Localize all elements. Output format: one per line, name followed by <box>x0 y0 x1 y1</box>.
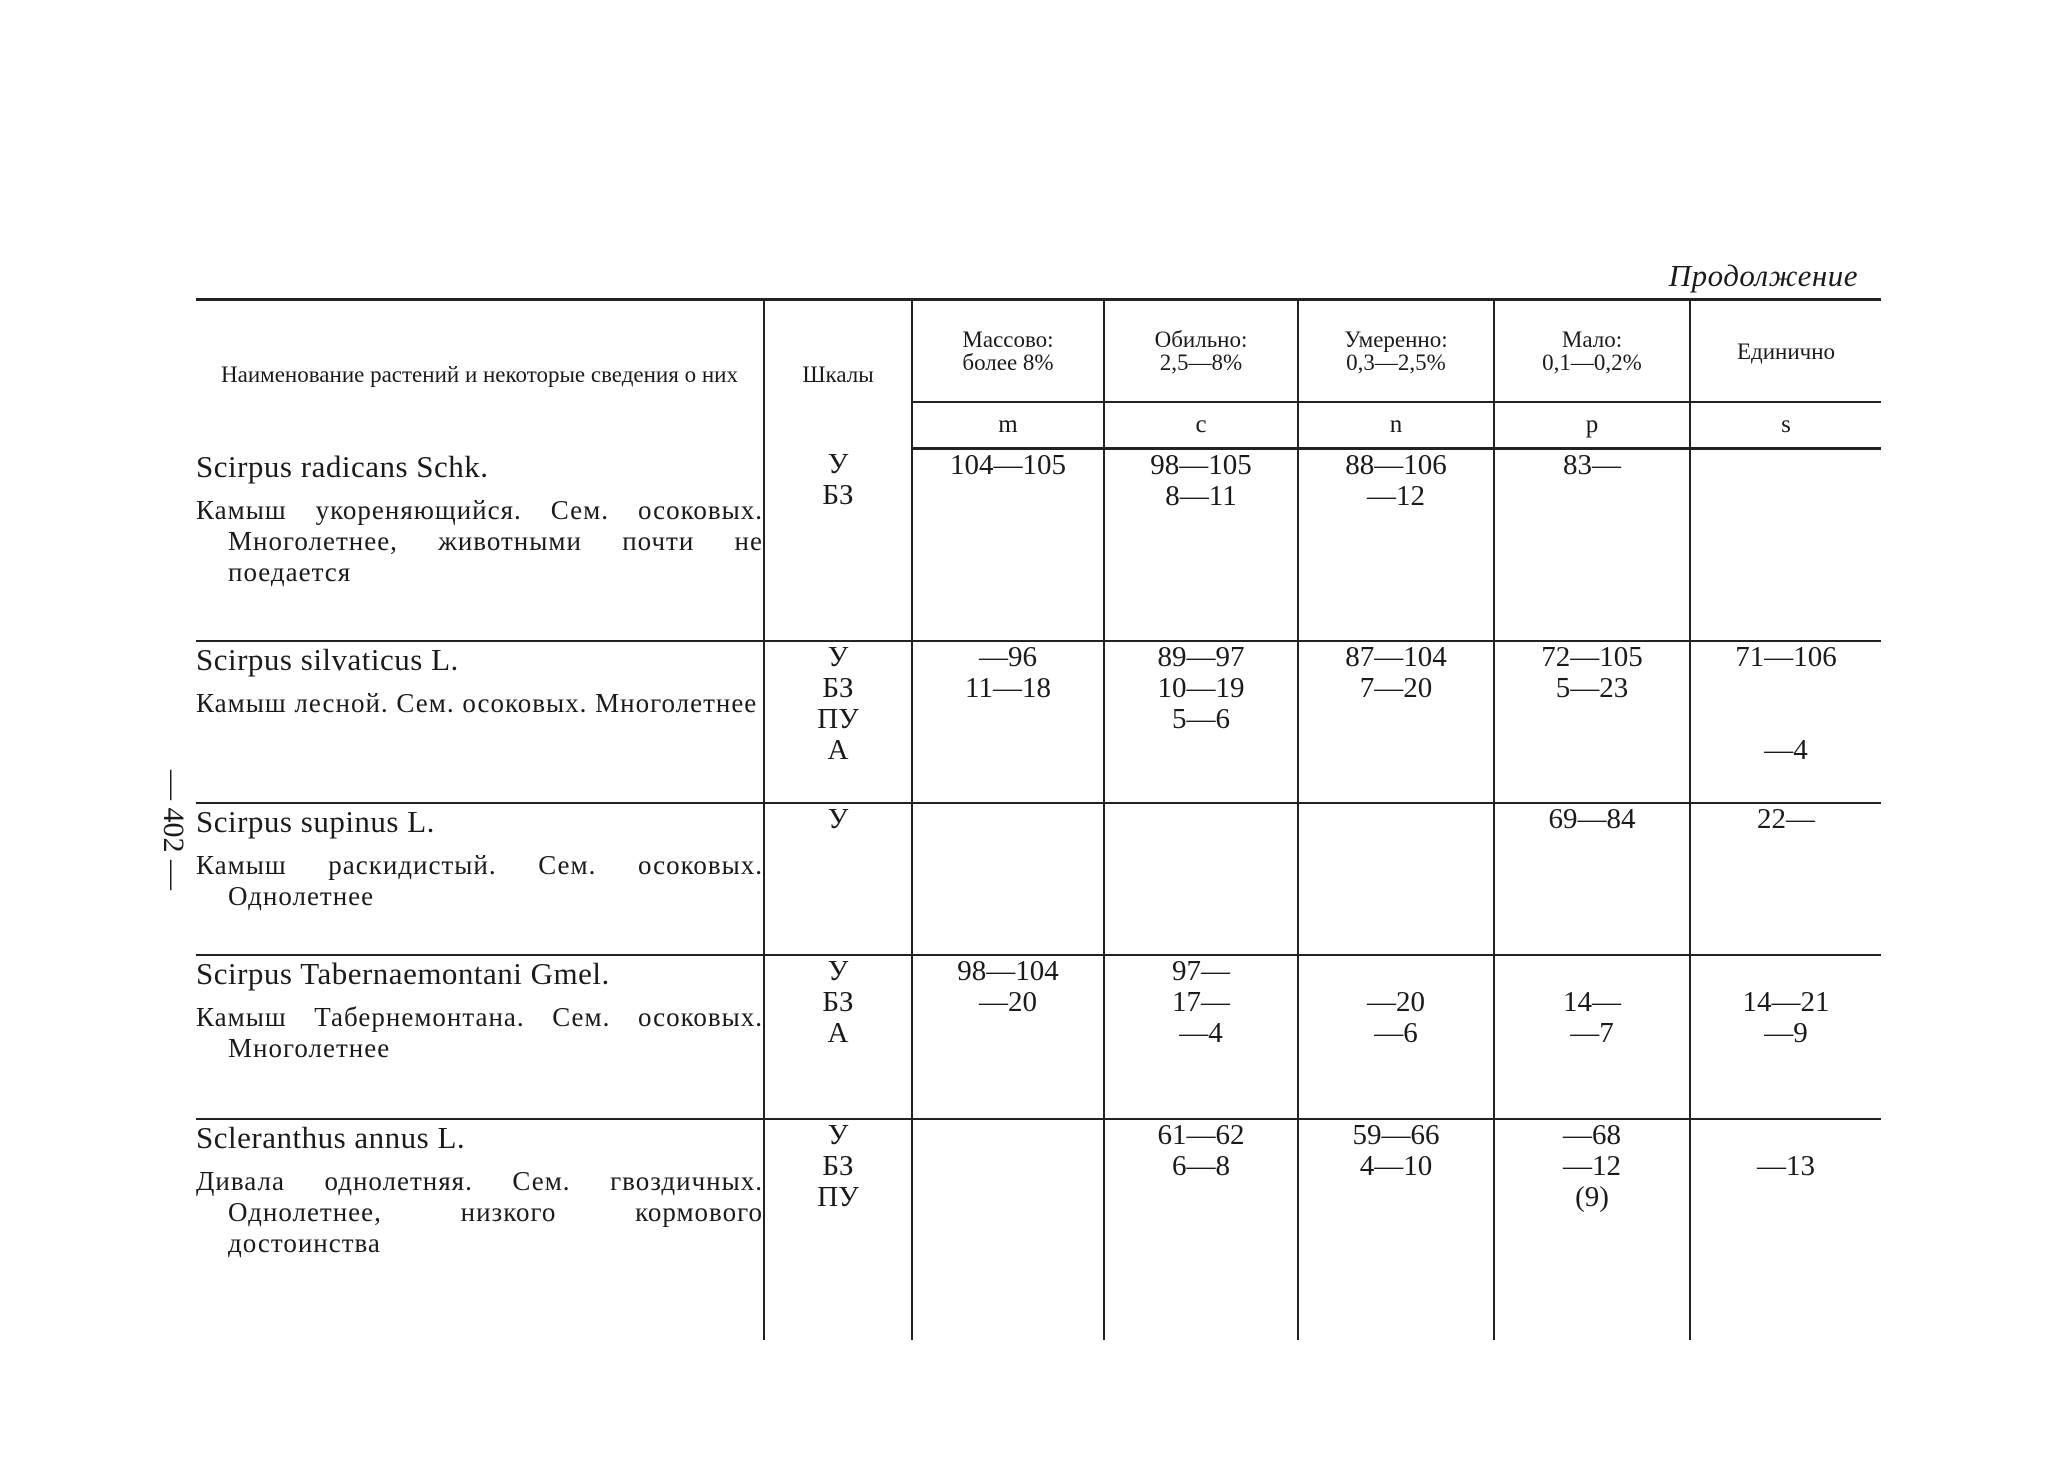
value-line: —9 <box>1764 1017 1808 1049</box>
value-line: 14—21 <box>1742 986 1830 1018</box>
value-line: 71—106 <box>1735 641 1837 673</box>
scales-cell <box>764 1119 912 1340</box>
plant-latin-name: Scirpus supinus L. <box>196 804 435 839</box>
header-code-n: n <box>1298 402 1494 449</box>
header-code-m: m <box>912 402 1104 449</box>
value-line: 61—62 <box>1157 1119 1245 1151</box>
value-line: 5—6 <box>1172 703 1230 735</box>
value-line <box>1105 804 1297 835</box>
plant-name-cell <box>196 449 764 642</box>
header-name: Наименование растений и некоторые сведения о них <box>196 300 764 449</box>
value-cell-n <box>1298 641 1494 803</box>
value-line: —68 <box>1563 1119 1621 1151</box>
header-code-p: p <box>1494 402 1690 449</box>
value-line: 14— <box>1563 986 1621 1018</box>
value-cell-n <box>1298 1119 1494 1340</box>
value-cell-n <box>1298 449 1494 642</box>
value-line: 69—84 <box>1548 803 1636 835</box>
header-code-c: c <box>1104 402 1298 449</box>
header-col-n: Умеренно: 0,3—2,5% <box>1298 300 1494 403</box>
value-line: —12 <box>1563 1150 1621 1182</box>
value-line <box>913 1182 1103 1213</box>
value-line <box>913 704 1103 735</box>
scale-label: БЗ <box>822 478 854 511</box>
header-col-m: Массово: более 8% <box>912 300 1104 403</box>
scale-label: ПУ <box>817 703 859 735</box>
table-row <box>196 1119 1881 1340</box>
value-cell-m <box>912 955 1104 1119</box>
value-line <box>913 804 1103 835</box>
value-line: 22— <box>1757 803 1815 835</box>
value-line: 8—11 <box>1165 480 1237 512</box>
value-line: 87—104 <box>1345 641 1447 673</box>
value-line: 17— <box>1172 986 1230 1018</box>
plant-latin-name: Scirpus silvaticus L. <box>196 642 459 677</box>
header-code-s: s <box>1690 402 1881 449</box>
scale-label: БЗ <box>822 1150 854 1182</box>
value-cell-c <box>1104 641 1298 803</box>
plant-description: Камыш укореняющийся. Сем. осоковых. Многолетнее, животными почти не поедается <box>196 494 763 587</box>
value-line <box>913 481 1103 512</box>
header-col-c: Обильно: 2,5—8% <box>1104 300 1298 403</box>
value-line: 98—105 <box>1150 449 1252 481</box>
plant-name-cell <box>196 803 764 955</box>
value-line <box>913 1120 1103 1151</box>
value-line: —20 <box>979 986 1037 1018</box>
value-line: (9) <box>1575 1181 1609 1213</box>
scale-label: У <box>827 955 849 987</box>
value-line <box>1105 1182 1297 1213</box>
value-cell-c <box>1104 1119 1298 1340</box>
value-cell-n <box>1298 803 1494 955</box>
value-line <box>1495 704 1689 735</box>
value-line: 83— <box>1563 449 1621 481</box>
scale-label: У <box>827 447 849 480</box>
value-cell-c <box>1104 449 1298 642</box>
value-cell-n <box>1298 955 1494 1119</box>
scale-label: У <box>827 1119 849 1151</box>
value-line: —12 <box>1367 480 1425 512</box>
value-line <box>1691 1120 1881 1151</box>
value-cell-m <box>912 803 1104 955</box>
value-line: 88—106 <box>1345 449 1447 481</box>
value-line: 11—18 <box>965 672 1051 704</box>
value-line <box>1299 1182 1493 1213</box>
value-line <box>1105 735 1297 766</box>
scales-cell <box>764 449 912 642</box>
value-line <box>1495 735 1689 766</box>
value-cell-s <box>1690 449 1881 642</box>
value-line: —4 <box>1764 734 1808 766</box>
scales-cell <box>764 955 912 1119</box>
value-line: 6—8 <box>1172 1150 1230 1182</box>
value-cell-m <box>912 1119 1104 1340</box>
value-cell-p <box>1494 803 1690 955</box>
value-cell-s <box>1690 803 1881 955</box>
scale-label: У <box>827 641 849 673</box>
value-cell-p <box>1494 1119 1690 1340</box>
value-line: 10—19 <box>1157 672 1245 704</box>
header-col-p: Мало: 0,1—0,2% <box>1494 300 1690 403</box>
value-line: 4—10 <box>1359 1150 1433 1182</box>
scale-label: ПУ <box>817 1181 859 1213</box>
value-line <box>913 1018 1103 1049</box>
value-line <box>1691 956 1881 987</box>
scale-label: А <box>827 1017 849 1049</box>
value-line: —6 <box>1374 1017 1418 1049</box>
page-number: — 402 — <box>157 770 190 890</box>
plant-description: Камыш Табернемонтана. Сем. осоковых. Многолетнее <box>196 1002 763 1063</box>
continuation-label: Продолжение <box>1668 258 1858 293</box>
scales-cell <box>764 641 912 803</box>
plants-table <box>196 298 1881 1340</box>
plant-latin-name: Scirpus Tabernaemontani Gmel. <box>196 956 610 991</box>
value-line: 89—97 <box>1157 641 1245 673</box>
scale-label: У <box>827 803 849 835</box>
value-line <box>1495 481 1689 512</box>
scale-label: БЗ <box>822 672 854 704</box>
value-cell-p <box>1494 641 1690 803</box>
value-line <box>1691 673 1881 704</box>
table-row <box>196 449 1881 642</box>
value-line <box>913 735 1103 766</box>
value-line <box>1691 704 1881 735</box>
value-cell-p <box>1494 955 1690 1119</box>
scale-label: БЗ <box>822 986 854 1018</box>
value-line: —13 <box>1757 1150 1815 1182</box>
value-cell-s <box>1690 641 1881 803</box>
value-line: 97— <box>1172 955 1230 987</box>
value-line: 72—105 <box>1541 641 1643 673</box>
value-line: 104—105 <box>950 449 1066 481</box>
value-line <box>913 1151 1103 1182</box>
value-cell-c <box>1104 803 1298 955</box>
value-cell-m <box>912 449 1104 642</box>
value-line <box>1299 704 1493 735</box>
scale-label: А <box>827 734 849 766</box>
plant-latin-name: Scleranthus annus L. <box>196 1120 466 1155</box>
plant-name-cell <box>196 1119 764 1340</box>
value-line: —4 <box>1179 1017 1223 1049</box>
plant-name-cell <box>196 641 764 803</box>
value-line: —7 <box>1570 1017 1614 1049</box>
plant-description: Камыш раскидистый. Сем. осоковых. Однолетнее <box>196 850 763 911</box>
value-line <box>1691 450 1881 481</box>
header-col-s: Единично <box>1690 300 1881 403</box>
plant-latin-name: Scirpus radicans Schk. <box>196 448 489 484</box>
value-line <box>1299 804 1493 835</box>
value-line <box>1299 735 1493 766</box>
value-cell-p <box>1494 449 1690 642</box>
value-cell-m <box>912 641 1104 803</box>
table-row <box>196 641 1881 803</box>
plant-name-cell <box>196 955 764 1119</box>
value-cell-s <box>1690 1119 1881 1340</box>
scales-cell <box>764 803 912 955</box>
value-cell-c <box>1104 955 1298 1119</box>
value-line: —20 <box>1367 986 1425 1018</box>
table-row <box>196 955 1881 1119</box>
value-line <box>1691 1182 1881 1213</box>
value-line <box>1299 956 1493 987</box>
value-cell-s <box>1690 955 1881 1119</box>
plant-description: Камыш лесной. Сем. осоковых. Многолетнее <box>196 688 758 718</box>
value-line: 59—66 <box>1352 1119 1440 1151</box>
table-row <box>196 803 1881 955</box>
plant-description: Дивала однолетняя. Сем. гвоздичных. Однолетнее, низкого кормового достоинства <box>196 1166 763 1258</box>
value-line: 7—20 <box>1359 672 1433 704</box>
value-line <box>1691 481 1881 512</box>
value-line: —96 <box>979 641 1037 673</box>
value-line: 5—23 <box>1555 672 1629 704</box>
value-line: 98—104 <box>957 955 1059 987</box>
header-scales: Шкалы <box>764 300 912 449</box>
value-line <box>1495 956 1689 987</box>
